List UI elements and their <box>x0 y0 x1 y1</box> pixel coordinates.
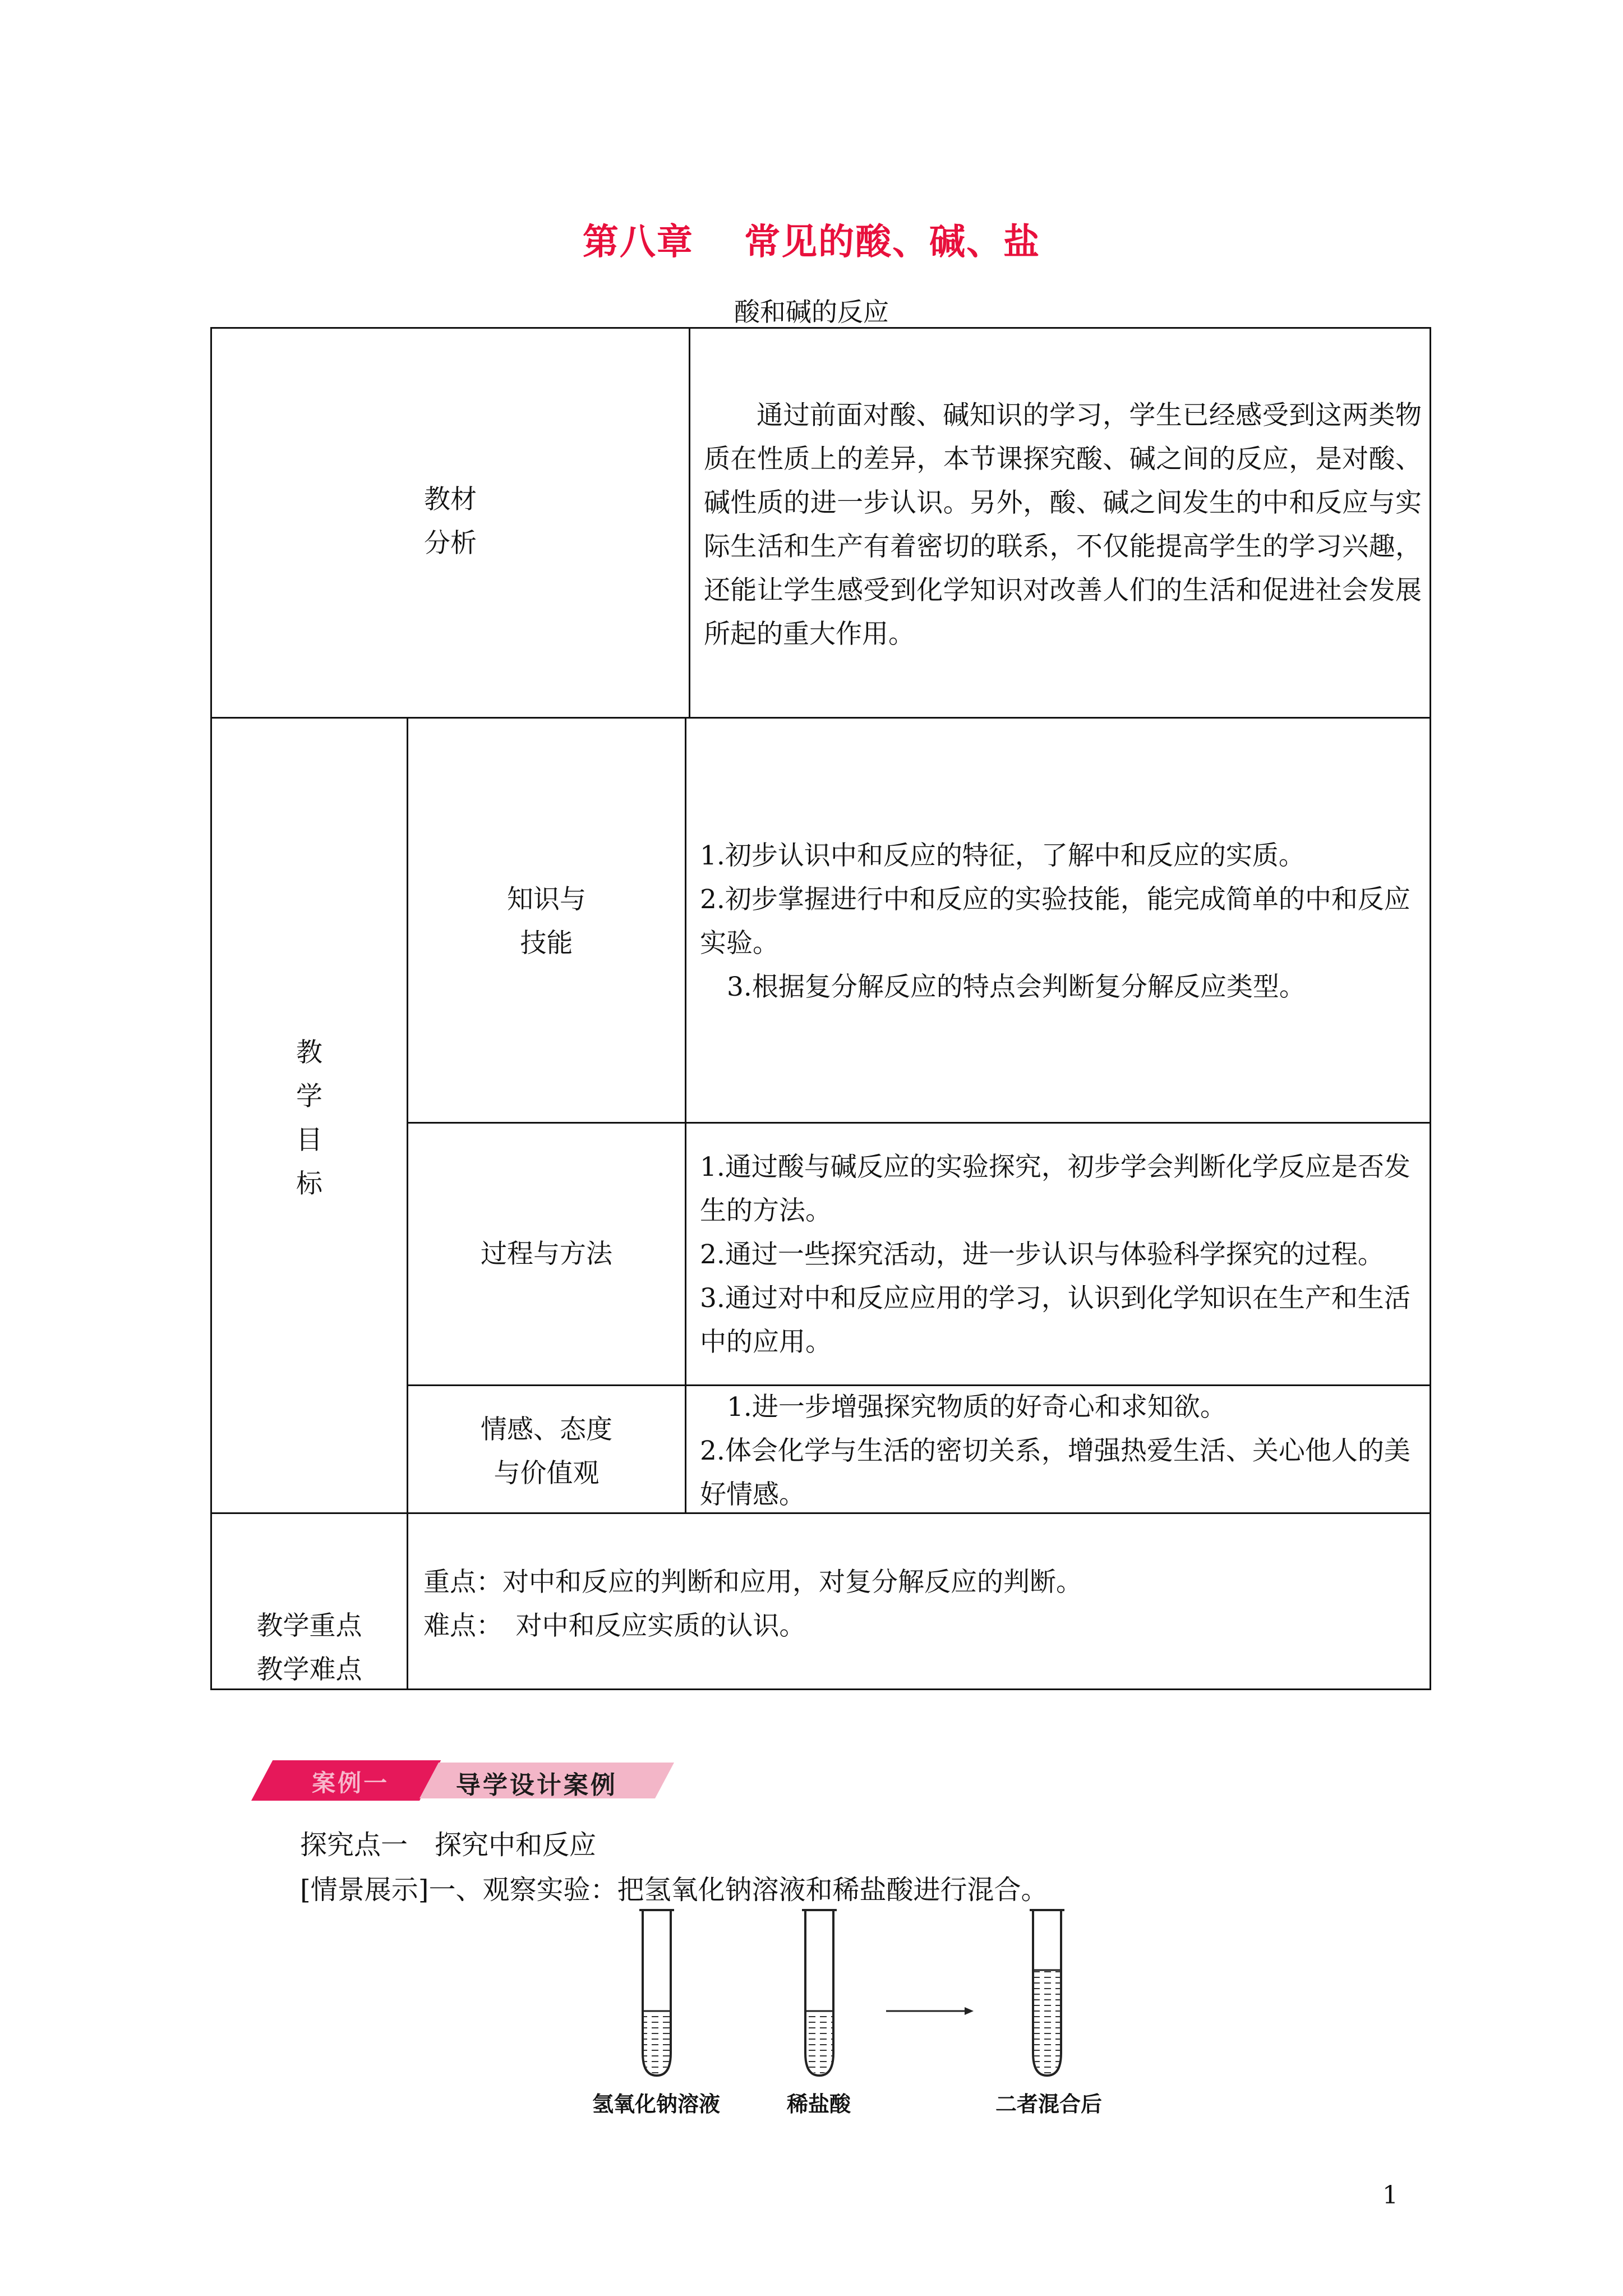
knowledge-item: 2.初步掌握进行中和反应的实验技能，能完成简单的中和反应实验。 <box>700 884 1410 959</box>
banner-tag: 案例一 <box>251 1760 441 1801</box>
process-label: 过程与方法 <box>481 1239 612 1269</box>
page-number: 1 <box>1382 2181 1398 2210</box>
process-item: 1.通过酸与碱反应的实验探究，初步学会判断化学反应是否发生的方法。 <box>700 1152 1410 1226</box>
objectives-label: 教 学 目 标 <box>296 1037 322 1199</box>
knowledge-item: 3.根据复分解反应的特点会判断复分解反应类型。 <box>727 972 1306 1002</box>
focus-point: 重点：对中和反应的判断和应用，对复分解反应的判断。 <box>423 1567 1082 1598</box>
test-tube-hydrochloric-acid <box>802 1910 837 2076</box>
analysis-label: 教材 分析 <box>424 484 477 559</box>
lesson-subtitle: 酸和碱的反应 <box>734 297 889 327</box>
knowledge-label: 知识与 技能 <box>507 884 586 959</box>
banner-title: 导学设计案例 <box>419 1763 674 1798</box>
key-points-text <box>423 1561 1422 1648</box>
emotion-item: 2.体会化学与生活的密切关系，增强热爱生活、关心他人的美好情感。 <box>700 1435 1410 1510</box>
scene-text: [情景展示]一、观察实验：把氢氧化钠溶液和稀盐酸进行混合。 <box>300 1874 1048 1906</box>
test-tube-sodium-hydroxide <box>639 1910 674 2076</box>
process-item: 2.通过一些探究活动，进一步认识与体验科学探究的过程。 <box>700 1239 1384 1270</box>
knowledge-items <box>700 834 1423 1009</box>
process-items <box>700 1145 1426 1364</box>
analysis-text: 通过前面对酸、碱知识的学习，学生已经感受到这两类物质在性质上的差异，本节课探究酸、碱之间的反应，是对酸、碱性质的进一步认识。另外，酸、碱之间发生的中和反应与实际生活和生产有着密切的联系，不仅能提高学生的学习兴趣，还能让学生感受到化学知识对改善人们的生活和促进社会发展所起的重大作用。 <box>704 400 1422 650</box>
key-points-label: 教学重点 教学难点 <box>256 1611 362 1685</box>
label-hydrochloric-acid: 稀盐酸 <box>786 2092 851 2116</box>
emotion-items <box>700 1386 1423 1517</box>
section-heading: 探究点一 探究中和反应 <box>300 1829 597 1861</box>
chapter-title: 第八章 常见的酸、碱、盐 <box>582 221 1041 263</box>
emotion-item: 1.进一步增强探究物质的好奇心和求知欲。 <box>727 1392 1227 1423</box>
knowledge-item: 1.初步认识中和反应的特征，了解中和反应的实质。 <box>700 840 1305 871</box>
label-sodium-hydroxide: 氢氧化钠溶液 <box>592 2092 720 2116</box>
difficulty-point: 难点： 对中和反应实质的认识。 <box>423 1611 806 1641</box>
process-item: 3.通过对中和反应应用的学习，认识到化学知识在生产和生活中的应用。 <box>700 1283 1410 1358</box>
test-tube-figure <box>583 1907 1144 2115</box>
emotion-label: 情感、态度 与价值观 <box>481 1414 612 1489</box>
arrow-icon <box>886 2007 974 2015</box>
label-mixture: 二者混合后 <box>995 2092 1102 2116</box>
test-tube-mixture <box>1030 1910 1064 2076</box>
